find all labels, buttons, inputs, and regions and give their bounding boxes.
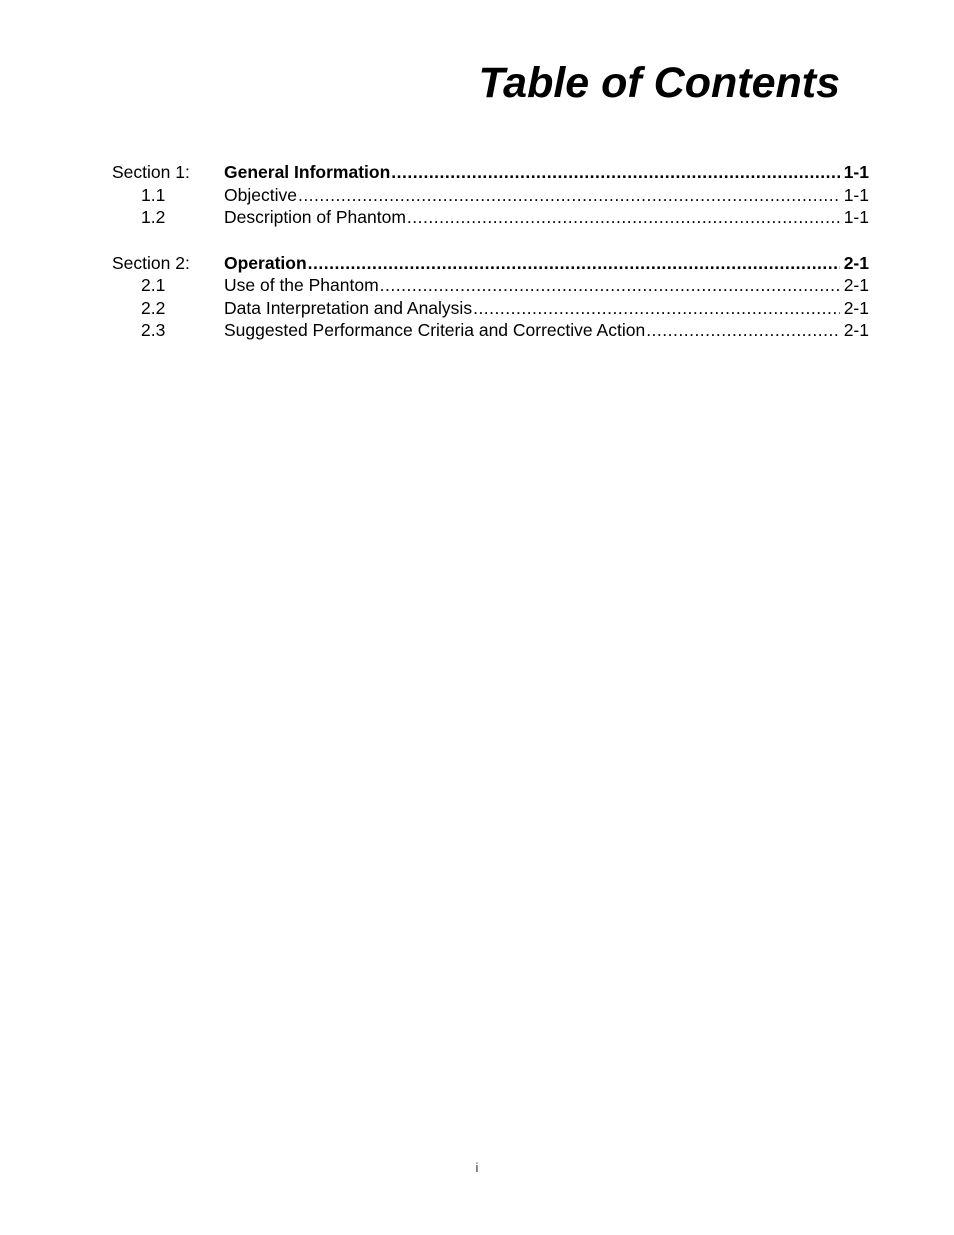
toc-entry[interactable]: [112, 184, 869, 207]
entry-title: Data Interpretation and Analysis: [224, 297, 473, 318]
entry-page: 2-1: [843, 297, 869, 318]
section-page: 2-1: [843, 252, 869, 273]
toc-section-1: [112, 161, 869, 229]
entry-number: 2.2: [141, 297, 166, 318]
toc-section-heading[interactable]: [112, 161, 869, 184]
entry-title: Use of the Phantom: [224, 275, 379, 295]
toc-entry[interactable]: [112, 297, 869, 320]
entry-title: Objective: [224, 184, 297, 205]
dot-leader: [298, 184, 840, 206]
toc-entry[interactable]: [112, 274, 869, 297]
dot-leader: [308, 252, 840, 274]
section-page: 1-1: [843, 162, 869, 182]
section-number: Section 2:: [112, 252, 190, 273]
entry-title: Suggested Performance Criteria and Corrective Action: [224, 320, 646, 340]
entry-page: 1-1: [843, 207, 869, 227]
dot-leader: [407, 206, 840, 228]
page-number: i: [475, 1160, 479, 1175]
dot-leader: [646, 319, 840, 341]
entry-page: 2-1: [843, 320, 869, 340]
toc-entry[interactable]: [112, 319, 869, 342]
toc-entry[interactable]: [112, 206, 869, 229]
entry-number: 2.1: [141, 275, 166, 295]
entry-title: Description of Phantom: [224, 207, 406, 227]
section-title: Operation: [224, 252, 307, 273]
dot-leader: [391, 161, 839, 183]
table-of-contents: [112, 161, 869, 365]
entry-number: 2.3: [141, 320, 166, 340]
page-title: Table of Contents: [478, 59, 840, 107]
entry-number: 1.1: [141, 184, 166, 205]
entry-page: 1-1: [843, 184, 869, 205]
toc-section-heading[interactable]: [112, 252, 869, 275]
dot-leader: [473, 297, 840, 319]
dot-leader: [380, 274, 840, 296]
entry-page: 2-1: [843, 275, 869, 295]
section-title: General Information: [224, 162, 391, 182]
toc-section-2: [112, 252, 869, 342]
entry-number: 1.2: [141, 207, 166, 227]
section-number: Section 1:: [112, 162, 190, 182]
